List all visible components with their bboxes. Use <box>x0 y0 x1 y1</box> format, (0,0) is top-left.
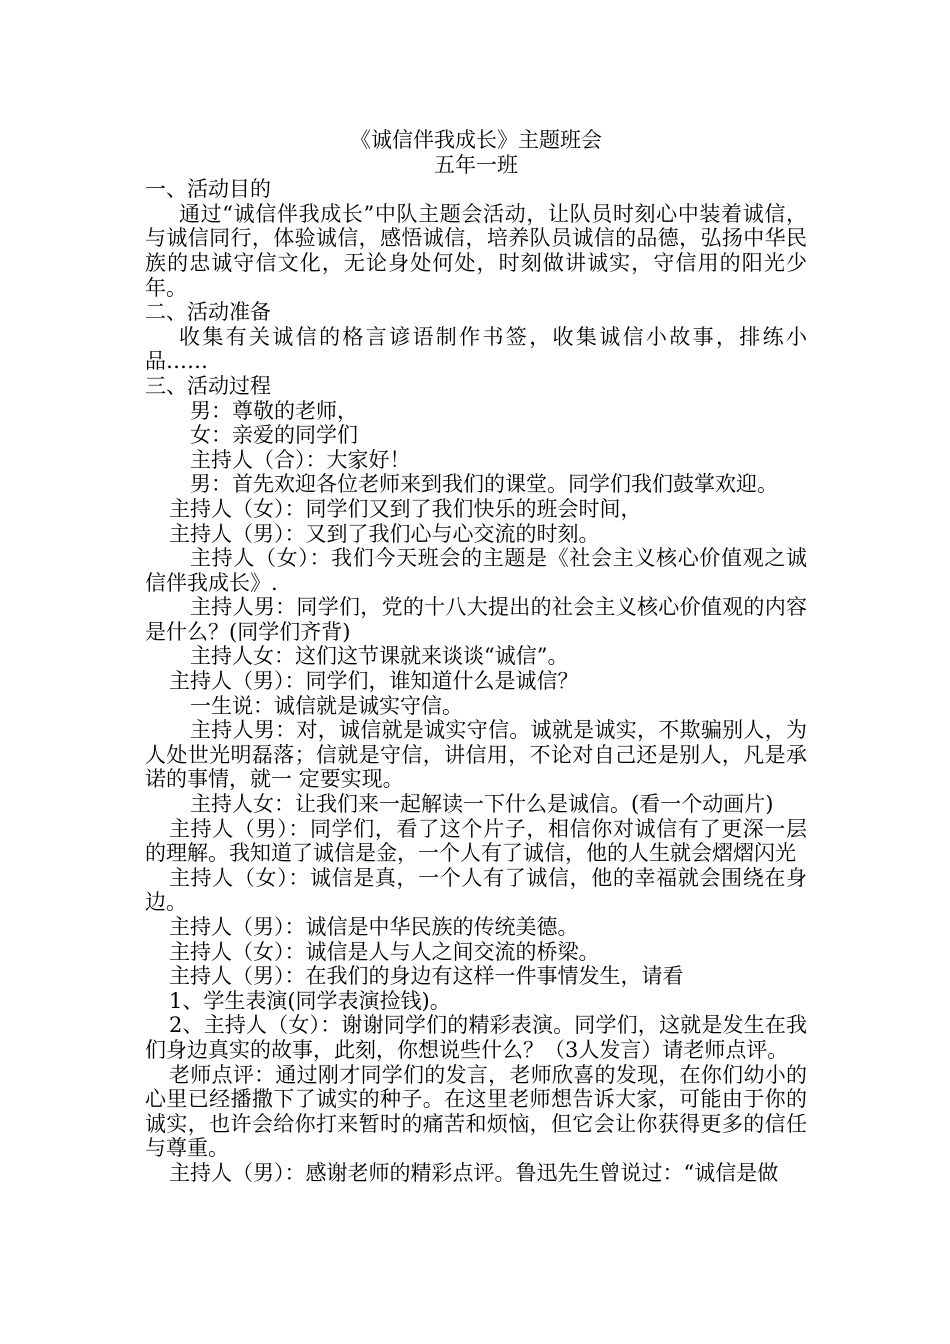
dialogue-line: 男：尊敬的老师， <box>190 398 358 423</box>
purpose-paragraph: 通过“诚信伴我成长”中队主题会活动，让队员时刻心中装着诚信，与诚信同行，体验诚信，感悟诚信，培养队员诚信的品德，弘扬中华民族的忠诚守信文化，无论身处何处，时刻做讲诚实，守信用的阳光少年。 <box>145 201 807 300</box>
dialogue-line: 1、学生表演(同学表演捡钱)。 <box>169 988 451 1013</box>
dialogue-line: 主持人女：这们这节课就来谈谈“诚信”。 <box>190 644 569 669</box>
dialogue-line: 2、主持人（女）：谢谢同学们的精彩表演。同学们，这就是发生在我们身边真实的故事，此刻，你想说些什么？（3人发言）请老师点评。 <box>145 1013 807 1062</box>
section-heading-preparation: 二、活动准备 <box>145 300 271 325</box>
dialogue-line: 主持人男：同学们，党的十八大提出的社会主义核心价值观的内容是什么？(同学们齐背) <box>145 595 807 644</box>
dialogue-line: 主持人（男）：感谢老师的精彩点评。鲁迅先生曾说过：“诚信是做 <box>169 1160 779 1185</box>
document-body <box>145 128 807 1186</box>
dialogue-line: 老师点评：通过刚才同学们的发言，老师欣喜的发现，在你们幼小的心里已经播撒下了诚实的种子。在这里老师想告诉大家，可能由于你的诚实，也许会给你打来暂时的痛苦和烦恼，但它会让你获得更多的信任与尊重。 <box>145 1062 807 1161</box>
dialogue-line: 主持人（男）：诚信是中华民族的传统美德。 <box>169 915 579 939</box>
dialogue-line: 主持人（女）：我们今天班会的主题是《社会主义核心价值观之诚信伴我成长》. <box>145 546 807 595</box>
dialogue-line: 主持人（男）：在我们的身边有这样一件事情发生，请看 <box>169 964 684 989</box>
dialogue-line: 主持人（男）：同学们，谁知道什么是诚信？ <box>169 669 579 694</box>
dialogue-line: 主持人（合）：大家好！ <box>190 447 411 472</box>
dialogue-line: 主持人女：让我们来一起解读一下什么是诚信。(看一个动画片) <box>190 792 774 817</box>
section-heading-purpose: 一、活动目的 <box>145 177 271 202</box>
dialogue-line: 一生说：诚信就是诚实守信。 <box>190 693 463 718</box>
document-title: 《诚信伴我成长》主题班会 <box>350 128 602 152</box>
preparation-paragraph: 收集有关诚信的格言谚语制作书签，收集诚信小故事，排练小品…… <box>145 324 807 374</box>
dialogue-line: 主持人（女）：同学们又到了我们快乐的班会时间， <box>169 496 642 521</box>
dialogue-line: 主持人（女）：诚信是人与人之间交流的桥梁。 <box>169 939 600 964</box>
dialogue-line: 男：首先欢迎各位老师来到我们的课堂。同学们我们鼓掌欢迎。 <box>190 472 778 497</box>
dialogue-line: 主持人（男）：又到了我们心与心交流的时刻。 <box>169 521 600 546</box>
section-heading-process: 三、活动过程 <box>145 373 271 398</box>
dialogue-line: 女：亲爱的同学们 <box>190 423 358 448</box>
dialogue-line: 主持人（女）：诚信是真，一个人有了诚信，他的幸福就会围绕在身边。 <box>145 865 807 915</box>
class-name: 五年一班 <box>434 152 518 177</box>
dialogue-line: 主持人男：对，诚信就是诚实守信。诚就是诚实，不欺骗别人，为人处世光明磊落；信就是守信，讲信用，不论对自己还是别人，凡是承诺的事情，就一 定要实现。 <box>145 718 807 792</box>
dialogue-line: 主持人（男）：同学们，看了这个片子，相信你对诚信有了更深一层的理解。我知道了诚信是金，一个人有了诚信，他的人生就会熠熠闪光 <box>145 816 807 866</box>
